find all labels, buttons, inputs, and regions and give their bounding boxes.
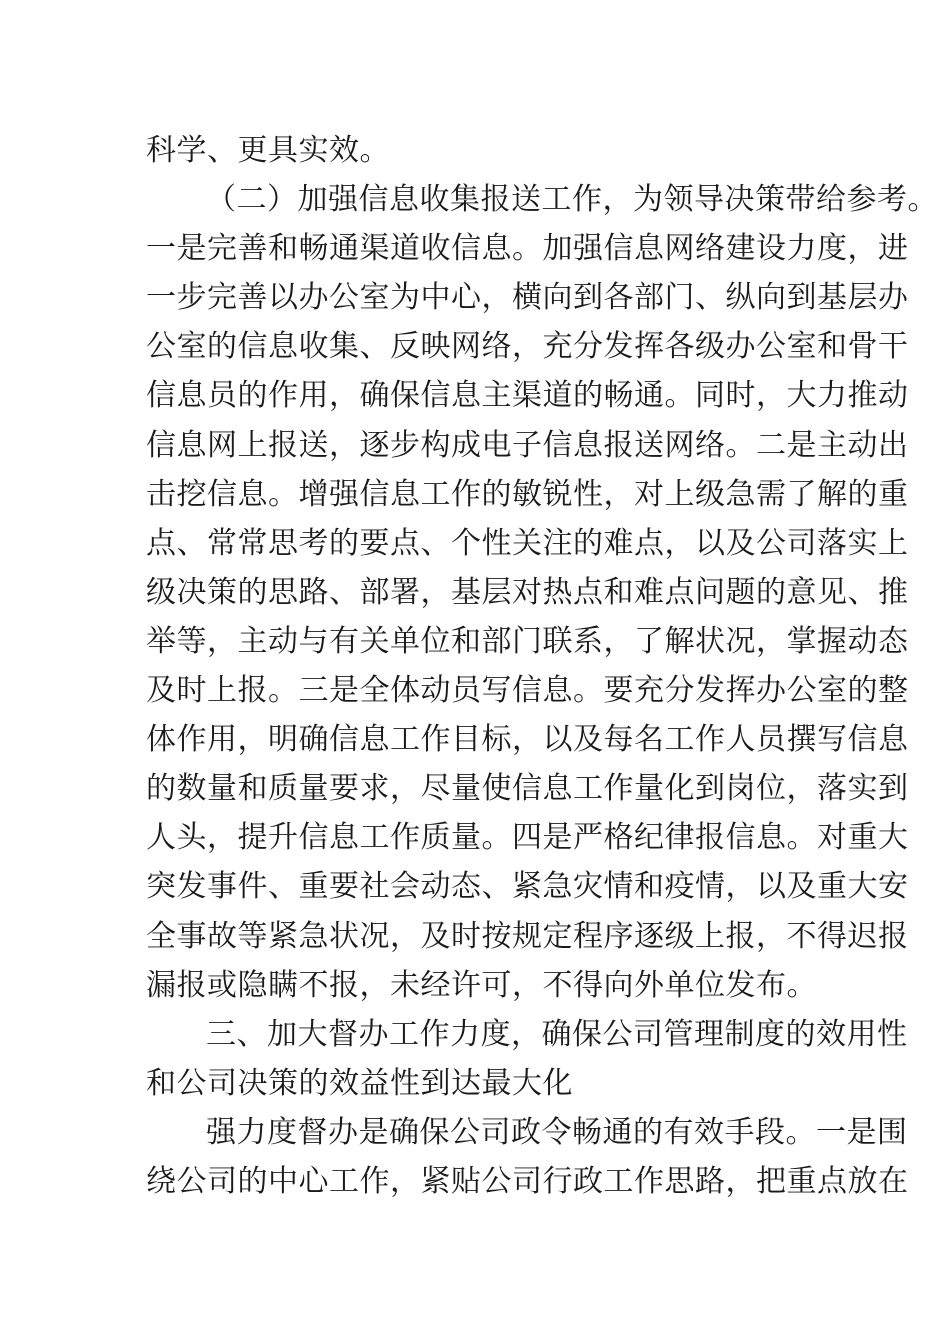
paragraph-start: 强力度督办是确保公司政令畅通的有效手段。一是围 [206,1114,908,1150]
text-line: 的数量和质量要求，尽量使信息工作量化到岗位，落实到 [146,771,909,807]
text-line: 漏报或隐瞒不报，未经许可，不得向外单位发布。 [146,967,817,1003]
text-line: 一是完善和畅通渠道收信息。加强信息网络建设力度，进 [146,231,909,267]
text-line: 举等，主动与有关单位和部门联系，了解状况，掌握动态 [146,623,909,659]
text-line: 体作用，明确信息工作目标，以及每名工作人员撰写信息 [146,722,909,758]
text-line: 科学、更具实效。 [146,133,390,168]
section-heading: 三、加大督办工作力度，确保公司管理制度的效用性 [206,1016,908,1052]
text-line: 信息网上报送，逐步构成电子信息报送网络。二是主动出 [146,427,909,463]
text-line: 及时上报。三是全体动员写信息。要充分发挥办公室的整 [146,673,909,709]
section-heading-continued: 和公司决策的效益性到达最大化 [146,1065,573,1101]
document-body [146,126,938,1206]
text-line: 突发事件、重要社会动态、紧急灾情和疫情，以及重大安 [146,869,909,905]
text-line: 击挖信息。增强信息工作的敏锐性，对上级急需了解的重 [146,476,909,512]
text-line: 绕公司的中心工作，紧贴公司行政工作思路，把重点放在 [146,1163,909,1199]
text-line: 全事故等紧急状况，及时按规定程序逐级上报，不得迟报 [146,918,909,954]
text-line: 级决策的思路、部署，基层对热点和难点问题的意见、推 [146,574,909,610]
text-line: 一步完善以办公室为中心，横向到各部门、纵向到基层办 [146,280,909,316]
section-heading: （二）加强信息收集报送工作，为领导决策带给参考。 [206,182,938,218]
text-line: 公室的信息收集、反映网络，充分发挥各级办公室和骨干 [146,329,909,365]
text-line: 信息员的作用，确保信息主渠道的畅通。同时，大力推动 [146,378,909,414]
text-line: 人头，提升信息工作质量。四是严格纪律报信息。对重大 [146,820,909,856]
text-line: 点、常常思考的要点、个性关注的难点，以及公司落实上 [146,525,909,561]
